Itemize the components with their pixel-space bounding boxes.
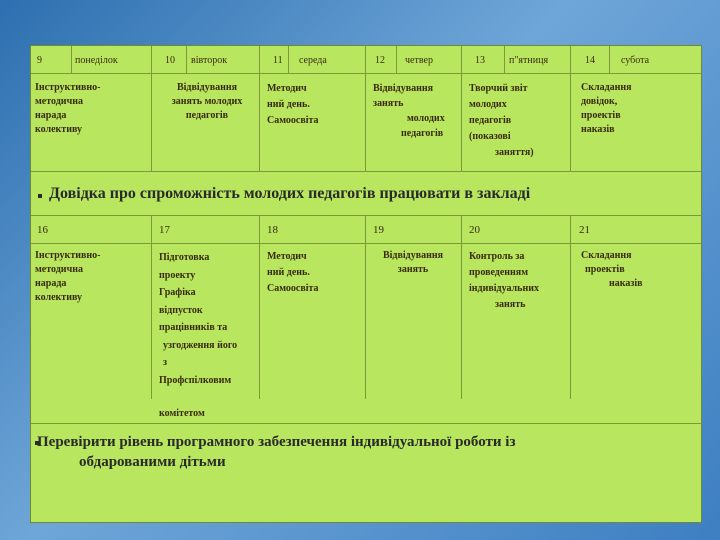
date-21: 21 [579, 224, 590, 236]
date-11: 11 [273, 55, 283, 66]
day-monday: понеділок [75, 55, 118, 66]
cell-w2-tue: Підготовка проекту Графіка відпусток працівників та узгодження його з Профспілковим комітетом [159, 252, 238, 419]
headline1: Довідка про спроможність молодих педагогів працювати в закладі [49, 185, 531, 202]
week1-content-row [31, 74, 701, 172]
week2-content-row [31, 244, 701, 424]
cell-w2-sat: Складання проектів наказів [581, 250, 643, 289]
headline1-row [31, 172, 701, 216]
cell-w1-wed: Методич ний день. Самоосвіта [267, 83, 319, 126]
date-12: 12 [375, 55, 385, 66]
day-saturday: субота [621, 55, 650, 66]
cell-w1-thu: Відвідування занять молодих педагогів [373, 83, 445, 139]
date-9: 9 [37, 55, 42, 66]
cell-w2-fri: Контроль за проведенням індивідуальних занять [469, 251, 539, 310]
day-friday: п"ятниця [509, 55, 549, 66]
day-wednesday: середа [299, 55, 327, 66]
date-13: 13 [475, 55, 485, 66]
cell-w1-fri: Творчий звіт молодих педагогів (показові заняття) [469, 83, 534, 158]
week2-header-row [31, 216, 701, 244]
date-10: 10 [165, 55, 175, 66]
day-tuesday: вівторок [191, 55, 228, 66]
cell-w1-mon: Інструктивно- методична нарада колективу [35, 82, 101, 135]
schedule-table [30, 45, 702, 523]
date-19: 19 [373, 224, 384, 236]
date-18: 18 [267, 224, 278, 236]
headline2-row [31, 424, 701, 522]
cell-w1-sat: Складання довідок, проектів наказів [581, 82, 632, 135]
headline2-line2: обдарованими дітьми [79, 454, 226, 470]
date-14: 14 [585, 55, 595, 66]
cell-w2-wed: Методич ний день. Самоосвіта [267, 251, 319, 294]
cell-w2-thu: Відвідування занять [382, 250, 444, 275]
week1-header-row [31, 46, 701, 74]
date-20: 20 [469, 224, 480, 236]
bullet-icon [38, 194, 42, 198]
day-thursday: четвер [405, 55, 433, 66]
date-16: 16 [37, 224, 48, 236]
cell-w1-tue: Відвідування занять молодих педагогів [171, 82, 243, 121]
date-17: 17 [159, 224, 170, 236]
cell-w2-mon: Інструктивно- методична нарада колективу [35, 250, 101, 303]
headline2-line1: Перевірити рівень програмного забезпечення індивідуальної роботи із [37, 434, 516, 450]
